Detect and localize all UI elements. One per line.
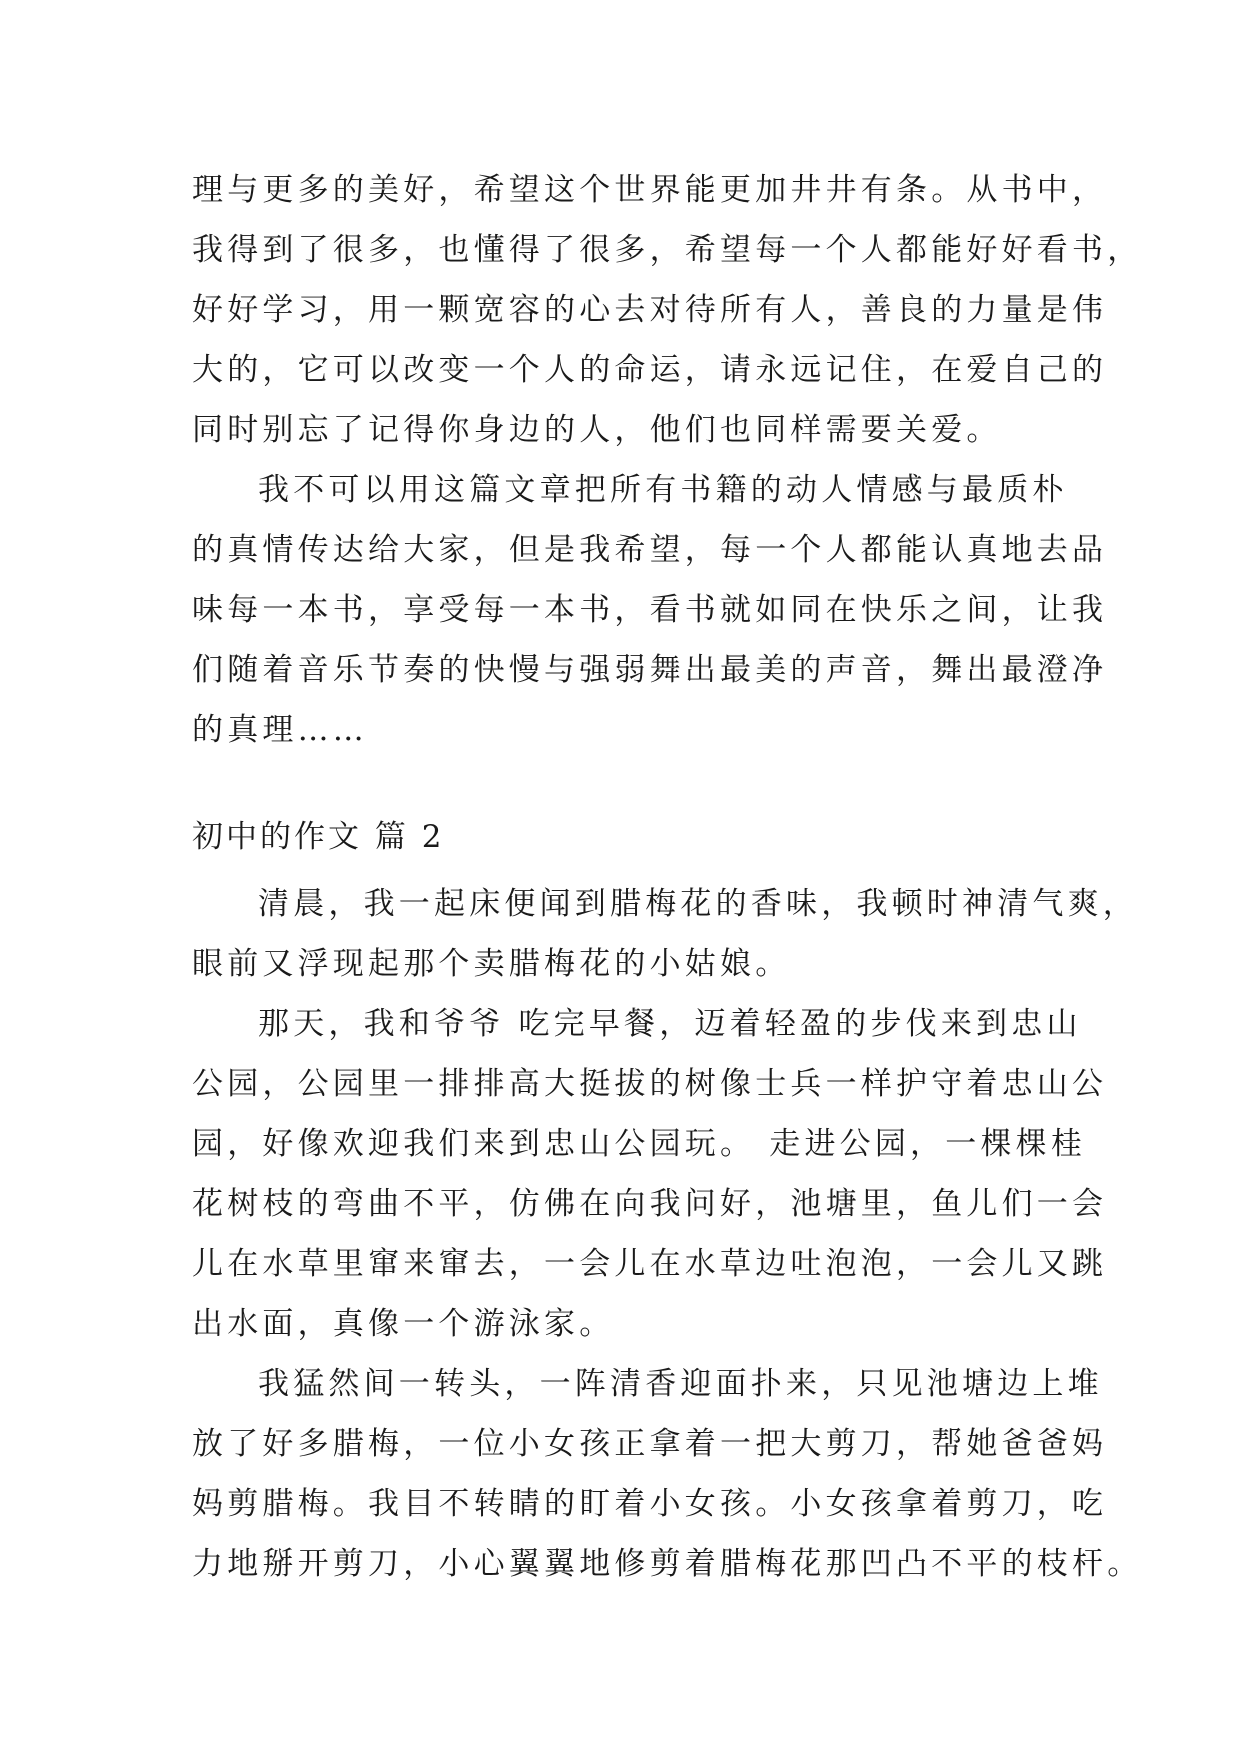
text-line: 力地掰开剪刀，小心翼翼地修剪着腊梅花那凹凸不平的枝杆。 — [192, 1546, 1143, 1582]
text-line: 的真理…… — [192, 712, 368, 748]
section-part1 — [192, 160, 1143, 760]
text-line: 园，好像欢迎我们来到忠山公园玩。 走进公园，一棵棵桂 — [192, 1126, 1087, 1162]
text-line: 好好学习，用一颗宽容的心去对待所有人，善良的力量是伟 — [192, 292, 1108, 328]
text-line: 儿在水草里窜来窜去，一会儿在水草边吐泡泡，一会儿又跳 — [192, 1246, 1108, 1282]
text-line: 公园，公园里一排排高大挺拔的树像士兵一样护守着忠山公 — [192, 1066, 1108, 1102]
text-line: 花树枝的弯曲不平，仿佛在向我问好，池塘里，鱼儿们一会 — [192, 1186, 1108, 1222]
text-line: 理与更多的美好，希望这个世界能更加井井有条。从书中， — [192, 172, 1108, 208]
text-line: 放了好多腊梅，一位小女孩正拿着一把大剪刀，帮她爸爸妈 — [192, 1426, 1108, 1462]
text-line: 那天，我和爷爷 吃完早餐，迈着轻盈的步伐来到忠山 — [258, 1006, 1082, 1042]
text-line: 我猛然间一转头，一阵清香迎面扑来，只见池塘边上堆 — [258, 1366, 1103, 1402]
section-heading: 初中的作文 篇 2 — [192, 819, 445, 855]
paragraph — [192, 1354, 1143, 1594]
text-line: 我不可以用这篇文章把所有书籍的动人情感与最质朴 — [258, 472, 1068, 508]
document-page — [192, 160, 1143, 1594]
text-line: 出水面，真像一个游泳家。 — [192, 1306, 615, 1342]
text-line: 清晨，我一起床便闻到腊梅花的香味，我顿时神清气爽， — [258, 886, 1138, 922]
text-line: 大的，它可以改变一个人的命运，请永远记住，在爱自己的 — [192, 352, 1108, 388]
paragraph — [192, 160, 1143, 460]
section-gap — [192, 760, 1062, 800]
text-line: 的真情传达给大家，但是我希望，每一个人都能认真地去品 — [192, 532, 1108, 568]
text-line: 味每一本书，享受每一本书，看书就如同在快乐之间，让我 — [192, 592, 1108, 628]
text-line: 眼前又浮现起那个卖腊梅花的小姑娘。 — [192, 946, 791, 982]
text-line: 同时别忘了记得你身边的人，他们也同样需要关爱。 — [192, 412, 1002, 448]
paragraph — [192, 994, 1108, 1354]
section-part2 — [192, 874, 1143, 1594]
text-line: 我得到了很多，也懂得了很多，希望每一个人都能好好看书， — [192, 232, 1143, 268]
paragraph — [192, 874, 1138, 994]
text-line: 们随着音乐节奏的快慢与强弱舞出最美的声音，舞出最澄净 — [192, 652, 1108, 688]
text-line: 妈剪腊梅。我目不转睛的盯着小女孩。小女孩拿着剪刀，吃 — [192, 1486, 1108, 1522]
paragraph — [192, 460, 1108, 760]
